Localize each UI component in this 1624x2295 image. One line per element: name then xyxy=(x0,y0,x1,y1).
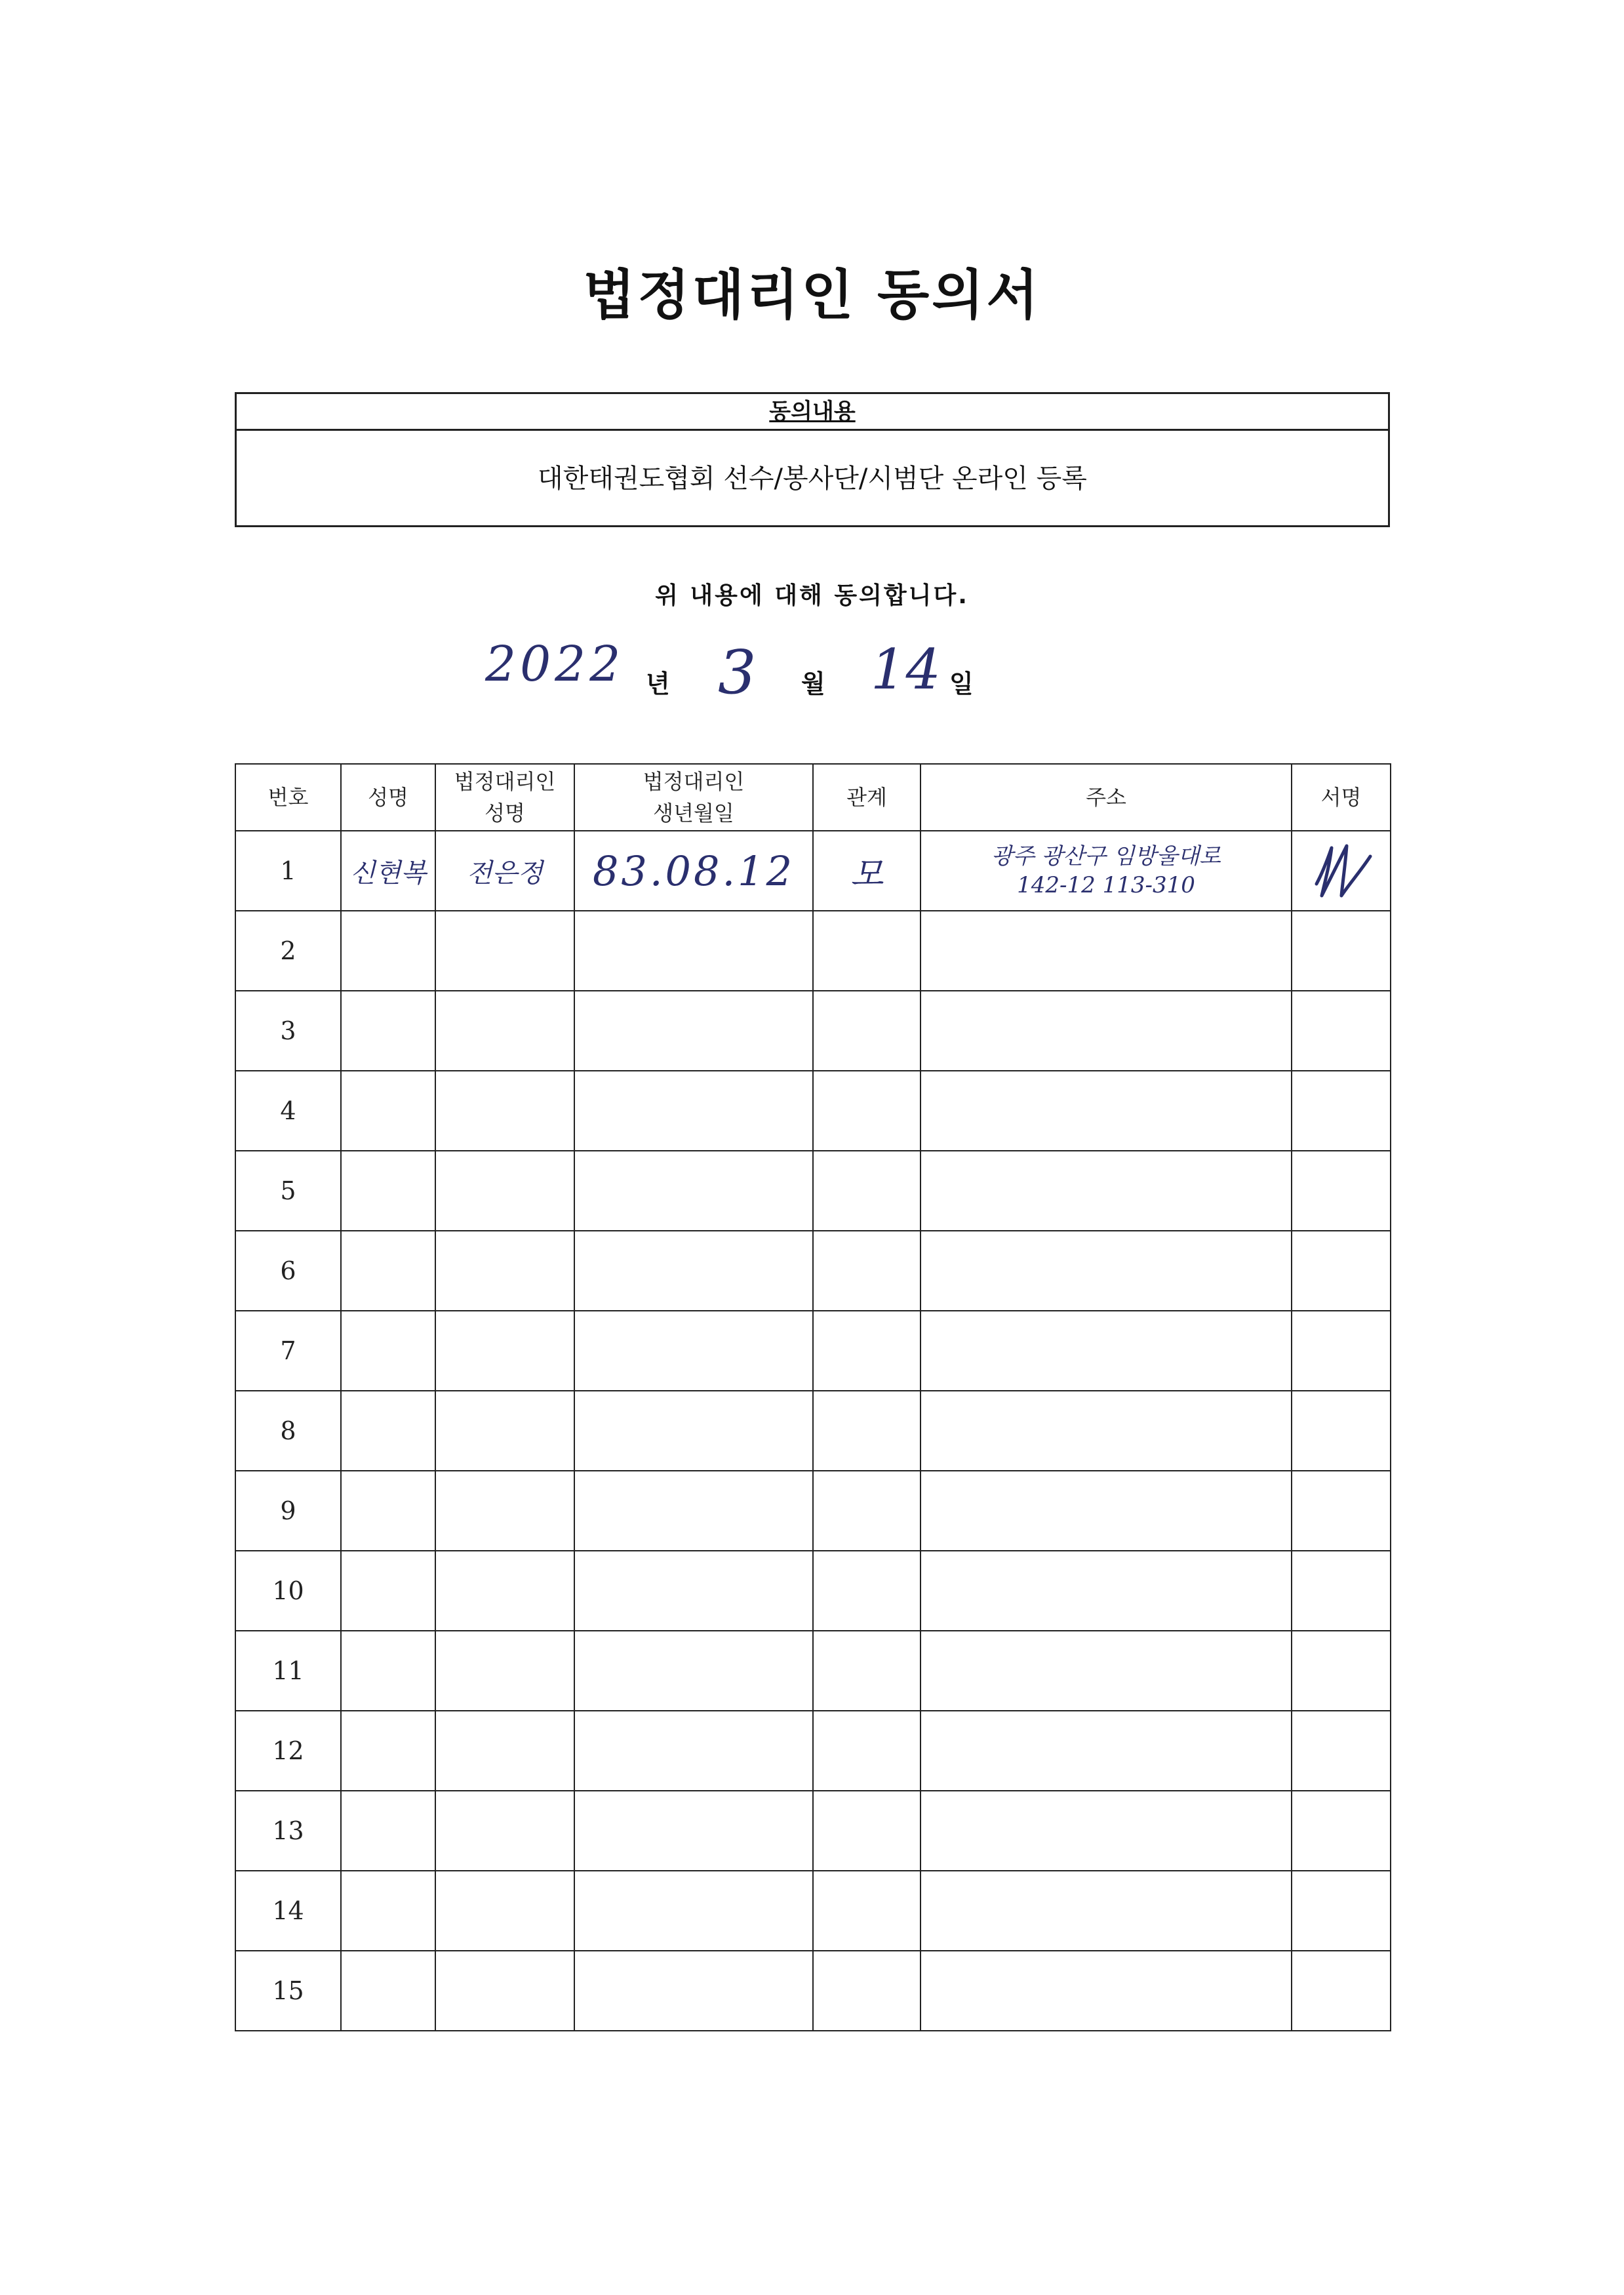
row-guardian-birth xyxy=(574,1311,813,1391)
registrant-table xyxy=(235,763,1391,2031)
row-signature xyxy=(1292,1311,1391,1391)
row-relation xyxy=(813,1871,921,1951)
row-number: 5 xyxy=(235,1151,341,1231)
consent-header xyxy=(237,394,1388,431)
row-number: 10 xyxy=(235,1551,341,1631)
date-day-handwritten: 14 xyxy=(871,637,941,702)
row-guardian-birth xyxy=(574,911,813,991)
row-number: 12 xyxy=(235,1711,341,1791)
row-number: 11 xyxy=(235,1631,341,1711)
row-relation xyxy=(813,991,921,1071)
row-address xyxy=(921,1391,1292,1471)
row-signature xyxy=(1292,1711,1391,1791)
row-relation xyxy=(813,1951,921,2031)
row-address xyxy=(921,1711,1292,1791)
date-year-handwritten: 2022 xyxy=(485,636,625,692)
row-number: 14 xyxy=(235,1871,341,1951)
row-signature xyxy=(1292,1471,1391,1551)
table-row xyxy=(235,991,1391,1071)
consent-text: 대한태권도협회 선수/봉사단/시범단 온라인 등록 xyxy=(538,464,1087,494)
table-row xyxy=(235,1551,1391,1631)
header-guardian-birth xyxy=(574,764,813,831)
row-number: 4 xyxy=(235,1071,341,1151)
row-guardian-name xyxy=(435,1071,574,1151)
row-name xyxy=(341,1231,435,1311)
row-signature xyxy=(1292,1791,1391,1871)
row-signature xyxy=(1292,1071,1391,1151)
header-name: 성명 xyxy=(341,764,435,831)
row-guardian-name xyxy=(435,1711,574,1791)
row-name xyxy=(341,1791,435,1871)
row-relation xyxy=(813,1151,921,1231)
row-guardian-birth xyxy=(574,1231,813,1311)
date-year-unit: 년 xyxy=(646,669,670,698)
row-guardian-birth xyxy=(574,1711,813,1791)
header-signature: 서명 xyxy=(1292,764,1391,831)
row-number: 13 xyxy=(235,1791,341,1871)
row-name xyxy=(341,1471,435,1551)
row-name xyxy=(341,1551,435,1631)
row-guardian-birth xyxy=(574,1791,813,1871)
table-row xyxy=(235,1311,1391,1391)
row-relation xyxy=(813,1471,921,1551)
row-guardian-name xyxy=(435,1311,574,1391)
row-guardian-name: 전은정 xyxy=(435,831,574,911)
row-number: 3 xyxy=(235,991,341,1071)
row-relation xyxy=(813,1071,921,1151)
date-month-unit: 월 xyxy=(801,669,825,698)
table-row xyxy=(235,1151,1391,1231)
table-row xyxy=(235,1231,1391,1311)
header-guardian-birth-line1: 법정대리인 xyxy=(643,769,745,794)
row-name: 신현복 xyxy=(341,831,435,911)
table-row xyxy=(235,1871,1391,1951)
table-row xyxy=(235,831,1391,911)
row-signature xyxy=(1292,911,1391,991)
row-relation xyxy=(813,1311,921,1391)
row-guardian-birth xyxy=(574,991,813,1071)
row-address xyxy=(921,911,1292,991)
row-address-line2: 142-12 113-310 xyxy=(1017,872,1195,898)
row-name xyxy=(341,1951,435,2031)
row-signature xyxy=(1292,991,1391,1071)
row-relation xyxy=(813,1391,921,1471)
row-signature xyxy=(1292,1151,1391,1231)
row-relation: 모 xyxy=(813,831,921,911)
row-guardian-name xyxy=(435,1791,574,1871)
row-guardian-birth xyxy=(574,1071,813,1151)
row-signature xyxy=(1292,1951,1391,2031)
row-guardian-birth: 83.08.12 xyxy=(574,831,813,911)
table-row xyxy=(235,911,1391,991)
row-number: 7 xyxy=(235,1311,341,1391)
row-guardian-name xyxy=(435,1871,574,1951)
row-address xyxy=(921,1791,1292,1871)
row-address xyxy=(921,1311,1292,1391)
row-number: 2 xyxy=(235,911,341,991)
row-name xyxy=(341,911,435,991)
row-name xyxy=(341,1151,435,1231)
row-guardian-name xyxy=(435,1231,574,1311)
row-guardian-birth xyxy=(574,1871,813,1951)
row-guardian-name xyxy=(435,1471,574,1551)
row-guardian-name xyxy=(435,991,574,1071)
header-relation: 관계 xyxy=(813,764,921,831)
row-address xyxy=(921,831,1292,911)
agree-statement: 위 내용에 대해 동의합니다. xyxy=(655,582,969,609)
row-signature xyxy=(1292,831,1391,911)
row-signature xyxy=(1292,1631,1391,1711)
row-guardian-birth xyxy=(574,1151,813,1231)
consent-box xyxy=(235,392,1390,527)
date-month-handwritten: 3 xyxy=(718,637,757,708)
row-address xyxy=(921,991,1292,1071)
row-signature xyxy=(1292,1551,1391,1631)
table-row xyxy=(235,1391,1391,1471)
row-name xyxy=(341,1631,435,1711)
row-address-line1: 광주 광산구 임방울대로 xyxy=(991,843,1221,869)
row-address xyxy=(921,1551,1292,1631)
document-title: 법정대리인 동의서 xyxy=(583,264,1041,327)
row-address xyxy=(921,1951,1292,2031)
row-guardian-name xyxy=(435,1631,574,1711)
row-guardian-birth xyxy=(574,1951,813,2031)
row-guardian-name xyxy=(435,911,574,991)
row-number: 9 xyxy=(235,1471,341,1551)
row-relation xyxy=(813,1711,921,1791)
row-name xyxy=(341,1311,435,1391)
header-guardian-name-line1: 법정대리인 xyxy=(454,769,556,794)
table-row xyxy=(235,1471,1391,1551)
row-relation xyxy=(813,1231,921,1311)
row-address xyxy=(921,1151,1292,1231)
table-row xyxy=(235,1631,1391,1711)
row-relation xyxy=(813,911,921,991)
row-guardian-name xyxy=(435,1551,574,1631)
row-number: 8 xyxy=(235,1391,341,1471)
table-row xyxy=(235,1711,1391,1791)
row-relation xyxy=(813,1551,921,1631)
row-guardian-name xyxy=(435,1951,574,2031)
header-guardian-name-line2: 성명 xyxy=(485,801,525,826)
row-name xyxy=(341,1871,435,1951)
row-number: 15 xyxy=(235,1951,341,2031)
consent-header-label: 동의내용 xyxy=(769,399,856,425)
row-signature xyxy=(1292,1391,1391,1471)
date-day-unit: 일 xyxy=(949,669,974,698)
table-row xyxy=(235,1951,1391,2031)
table-row xyxy=(235,1071,1391,1151)
table-header-row xyxy=(235,764,1391,831)
row-address xyxy=(921,1871,1292,1951)
row-relation xyxy=(813,1791,921,1871)
row-guardian-birth xyxy=(574,1391,813,1471)
row-name xyxy=(341,1391,435,1471)
row-signature xyxy=(1292,1871,1391,1951)
row-number: 6 xyxy=(235,1231,341,1311)
row-guardian-birth xyxy=(574,1631,813,1711)
header-guardian-birth-line2: 생년월일 xyxy=(653,801,734,826)
row-guardian-birth xyxy=(574,1471,813,1551)
header-guardian-name xyxy=(435,764,574,831)
row-address xyxy=(921,1231,1292,1311)
row-name xyxy=(341,1071,435,1151)
header-number: 번호 xyxy=(235,764,341,831)
row-name xyxy=(341,991,435,1071)
signature-mark xyxy=(1302,838,1381,904)
row-relation xyxy=(813,1631,921,1711)
table-row xyxy=(235,1791,1391,1871)
row-guardian-name xyxy=(435,1391,574,1471)
row-name xyxy=(341,1711,435,1791)
row-signature xyxy=(1292,1231,1391,1311)
row-address xyxy=(921,1471,1292,1551)
row-address xyxy=(921,1071,1292,1151)
row-address xyxy=(921,1631,1292,1711)
row-guardian-birth xyxy=(574,1551,813,1631)
row-guardian-name xyxy=(435,1151,574,1231)
header-address: 주소 xyxy=(921,764,1292,831)
row-number: 1 xyxy=(235,831,341,911)
